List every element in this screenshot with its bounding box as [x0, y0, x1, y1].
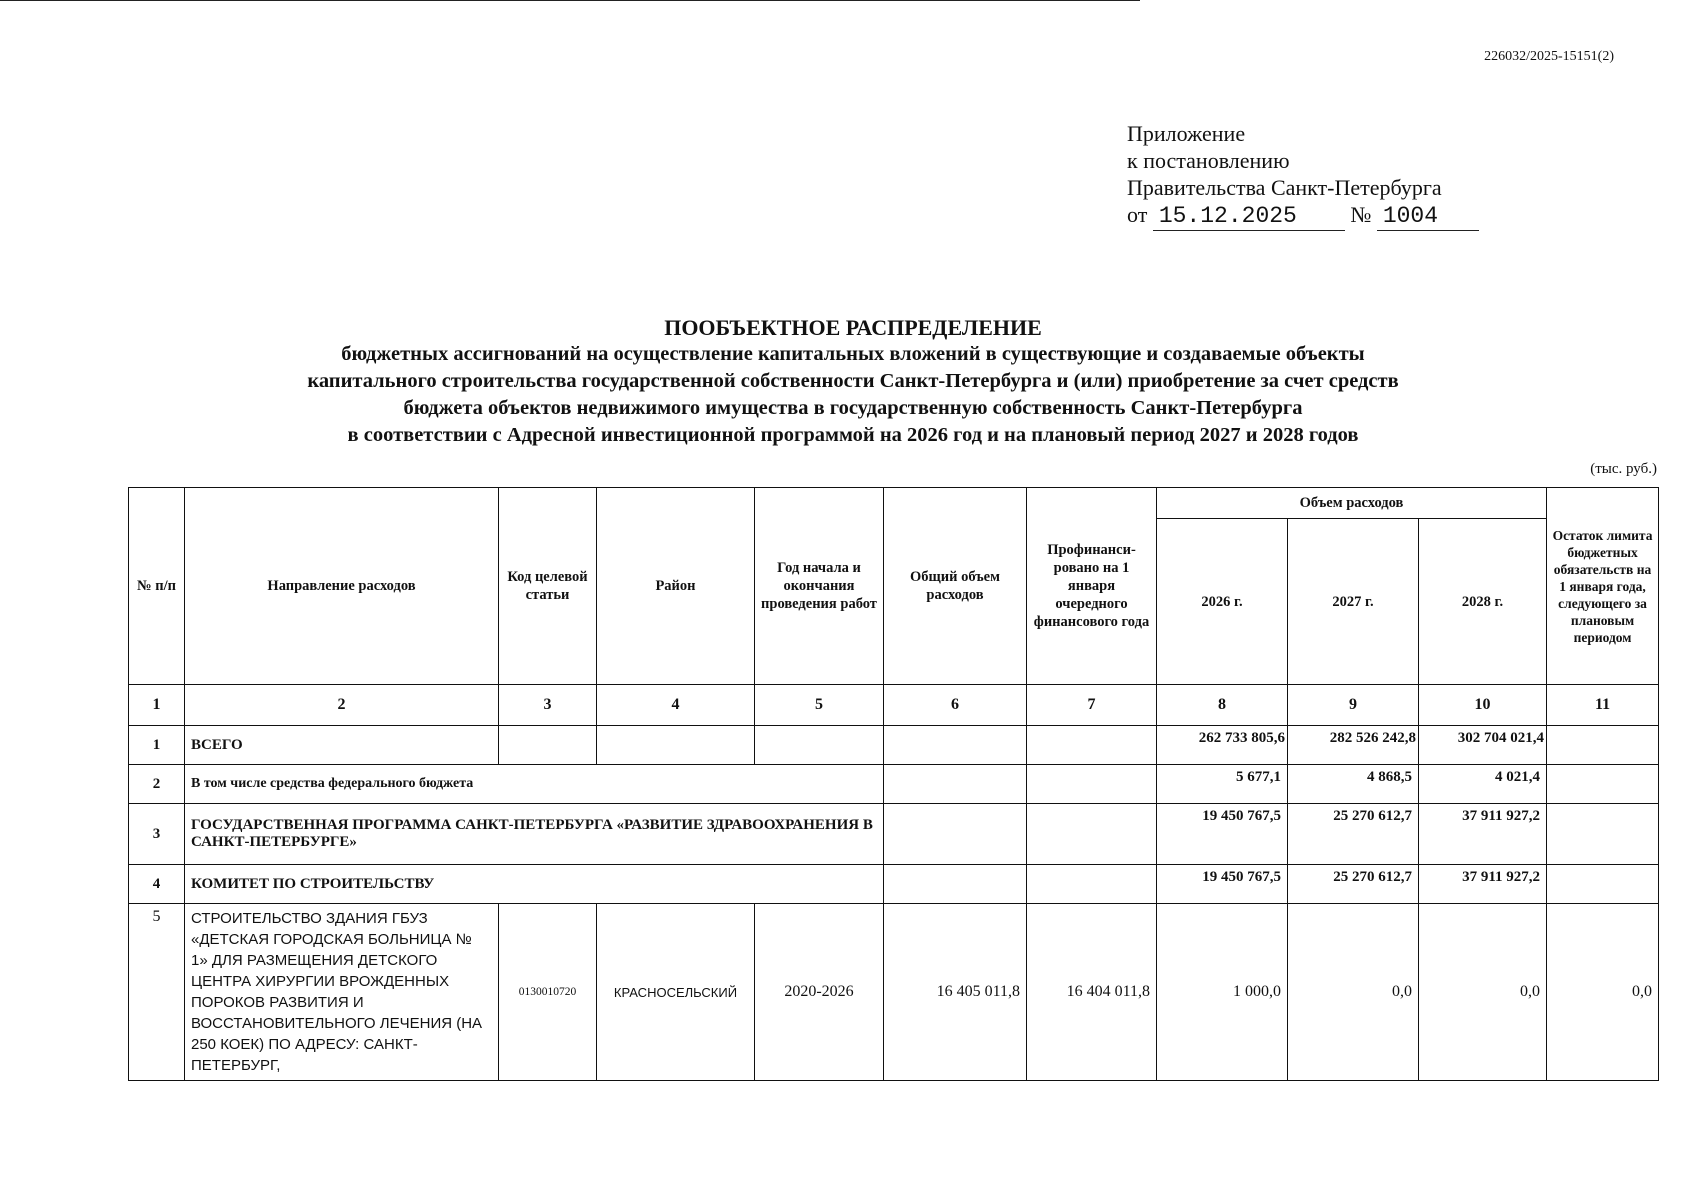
table-row: [129, 804, 1659, 865]
row-number: 4: [129, 865, 185, 904]
resolution-date: 15.12.2025: [1153, 203, 1345, 231]
appendix-line-2: к постановлению: [1127, 148, 1290, 173]
header-2027: 2027 г.: [1288, 519, 1419, 685]
column-number: 5: [755, 685, 884, 726]
value-2028: 4 021,4: [1419, 765, 1547, 804]
appendix-line-1: Приложение: [1127, 121, 1246, 146]
financed-amount: 16 404 011,8: [1027, 904, 1157, 1081]
value-2026: 19 450 767,5: [1157, 804, 1288, 865]
row-label: СТРОИТЕЛЬСТВО ЗДАНИЯ ГБУЗ «ДЕТСКАЯ ГОРОДСКАЯ БОЛЬНИЦА № 1» ДЛЯ РАЗМЕЩЕНИЯ ДЕТСКОГО ЦЕНТРА ХИРУРГИИ ВРОЖДЕННЫХ ПОРОКОВ РАЗВИТИЯ И ВОССТАНОВИТЕЛЬНОГО ЛЕЧЕНИЯ (НА 250 КОЕК) ПО АДРЕСУ: САНКТ-ПЕТЕРБУРГ,: [185, 904, 499, 1081]
header-volume: Объем расходов: [1157, 488, 1547, 519]
header-row-1: [129, 488, 1659, 519]
column-number: 6: [884, 685, 1027, 726]
title-line-4: в соответствии с Адресной инвестиционной программой на 2026 год и на плановый период 2027 и 2028 годов: [347, 424, 1359, 446]
title-line-1: бюджетных ассигнований на осуществление капитальных вложений в существующие и создаваемые объекты: [341, 343, 1365, 365]
header-num: № п/п: [129, 488, 185, 685]
value-2027: 25 270 612,7: [1288, 865, 1419, 904]
column-number: 4: [597, 685, 755, 726]
appendix-line-3: Правительства Санкт-Петербурга: [1127, 175, 1442, 200]
header-remainder: Остаток лимита бюджетных обязательств на 1 января года, следующего за плановым периодом: [1547, 488, 1659, 685]
appendix-date-line: [1127, 201, 1479, 231]
remainder-value: 0,0: [1547, 904, 1659, 1081]
header-financed: Профинанси-ровано на 1 января очередного финансового года: [1027, 488, 1157, 685]
header-code: Код целевой статьи: [499, 488, 597, 685]
header-total: Общий объем расходов: [884, 488, 1027, 685]
header-district: Район: [597, 488, 755, 685]
row-number: 2: [129, 765, 185, 804]
column-number: 7: [1027, 685, 1157, 726]
resolution-number: 1004: [1377, 203, 1479, 231]
value-2027: 282 526 242,8: [1288, 726, 1419, 765]
column-number: 10: [1419, 685, 1547, 726]
value-2026: 5 677,1: [1157, 765, 1288, 804]
top-border-line: [0, 0, 1140, 1]
row-number: 1: [129, 726, 185, 765]
title-heading: ПООБЪЕКТНОЕ РАСПРЕДЕЛЕНИЕ: [664, 315, 1042, 340]
column-number: 8: [1157, 685, 1288, 726]
value-2028: 302 704 021,4: [1419, 726, 1547, 765]
value-2026: 262 733 805,6: [1157, 726, 1288, 765]
value-2028: 0,0: [1419, 904, 1547, 1081]
header-2028: 2028 г.: [1419, 519, 1547, 685]
row-label: ГОСУДАРСТВЕННАЯ ПРОГРАММА САНКТ-ПЕТЕРБУРГА «РАЗВИТИЕ ЗДРАВООХРАНЕНИЯ В САНКТ-ПЕТЕРБУРГЕ»: [185, 804, 884, 865]
column-number-row: [129, 685, 1659, 726]
row-label: ВСЕГО: [185, 726, 499, 765]
units-label: (тыс. руб.): [1590, 461, 1657, 477]
target-code: 0130010720: [499, 904, 597, 1081]
district: КРАСНОСЕЛЬСКИЙ: [597, 904, 755, 1081]
row-label: В том числе средства федерального бюджета: [185, 765, 884, 804]
value-2027: 25 270 612,7: [1288, 804, 1419, 865]
table-row: [129, 765, 1659, 804]
title-line-3: бюджета объектов недвижимого имущества в государственную собственность Санкт-Петербурга: [403, 397, 1303, 419]
value-2028: 37 911 927,2: [1419, 804, 1547, 865]
table-row: [129, 904, 1659, 1081]
table-row: [129, 865, 1659, 904]
table-row: [129, 726, 1659, 765]
value-2027: 4 868,5: [1288, 765, 1419, 804]
column-number: 3: [499, 685, 597, 726]
allocation-table: [128, 487, 1659, 1081]
header-direction: Направление расходов: [185, 488, 499, 685]
header-years: Год начала и окончания проведения работ: [755, 488, 884, 685]
value-2026: 1 000,0: [1157, 904, 1288, 1081]
value-2027: 0,0: [1288, 904, 1419, 1081]
value-2026: 19 450 767,5: [1157, 865, 1288, 904]
total-cost: 16 405 011,8: [884, 904, 1027, 1081]
column-number: 1: [129, 685, 185, 726]
column-number: 11: [1547, 685, 1659, 726]
row-number: 3: [129, 804, 185, 865]
value-2028: 37 911 927,2: [1419, 865, 1547, 904]
document-title: [0, 314, 1706, 449]
number-label: №: [1350, 202, 1372, 227]
from-label: от: [1127, 202, 1148, 227]
work-years: 2020-2026: [755, 904, 884, 1081]
column-number: 9: [1288, 685, 1419, 726]
row-label: КОМИТЕТ ПО СТРОИТЕЛЬСТВУ: [185, 865, 884, 904]
appendix-block: [1127, 120, 1479, 231]
header-2026: 2026 г.: [1157, 519, 1288, 685]
title-line-2: капитального строительства государственной собственности Санкт-Петербурга и (или) приобретение за счет средств: [307, 370, 1399, 392]
registration-number: 226032/2025-15151(2): [1484, 49, 1614, 64]
column-number: 2: [185, 685, 499, 726]
row-number: 5: [129, 904, 185, 1081]
